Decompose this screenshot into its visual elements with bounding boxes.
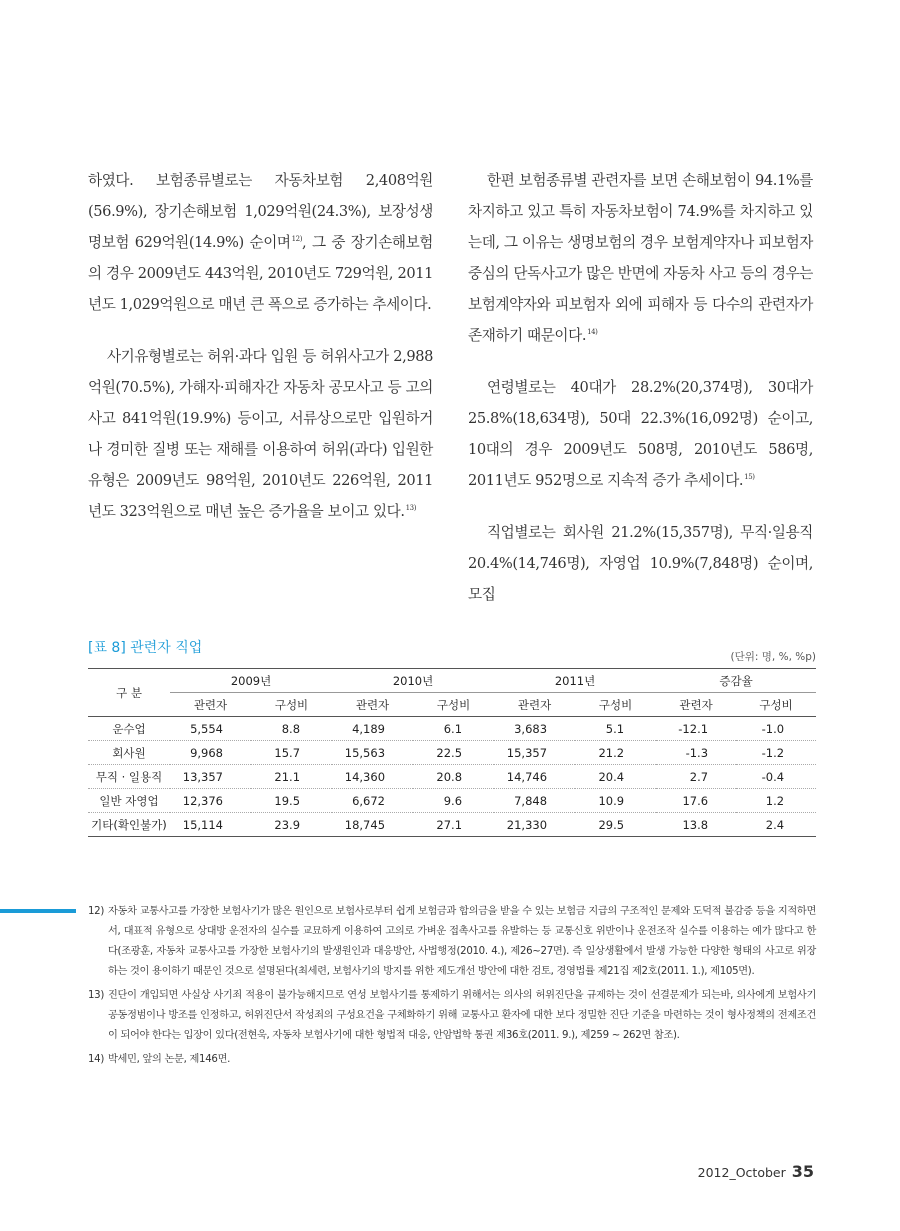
table-cell: 6,672 xyxy=(332,789,413,813)
table-cell: 5,554 xyxy=(170,717,251,741)
table-cell: -12.1 xyxy=(656,717,736,741)
row-label: 일반 자영업 xyxy=(88,789,170,813)
table-cell: 19.5 xyxy=(251,789,332,813)
table-cell: 1.2 xyxy=(736,789,816,813)
table-row xyxy=(88,789,816,813)
left-text-column xyxy=(88,165,433,548)
header-change-rate: 증감율 xyxy=(656,669,816,693)
header-year-2011: 2011년 xyxy=(494,669,656,693)
table-cell: -1.2 xyxy=(736,741,816,765)
table-cell: 17.6 xyxy=(656,789,736,813)
right-paragraph-3-text: 직업별로는 회사원 21.2%(15,357명), 무직·일용직 20.4%(14,746명), 자영업 10.9%(7,848명) 순이며, 모집 xyxy=(468,524,813,603)
footnote-13 xyxy=(88,986,816,1046)
footnote-text: 진단이 개입되면 사실상 사기죄 적용이 불가능해지므로 연성 보험사기를 통제하기 위해서는 의사의 허위진단을 규제하는 것이 선결문제가 되는바, 의사에게 보험사기 공동정범이나 방조를 인정하고, 허위진단서 작성죄의 구성요건을 구체화하기 위해 교통사고 환자에 대한 보다 정밀한 진단 기준을 마련하는 것이 형사정책의 전제조건이 되어야 한다는 입장이 있다(전현욱, 자동차 보험사기에 대한 형법적 대응, 안암법학 통권 제36호(2011. 9.), 제259 ~ 262면 참조). xyxy=(108,990,816,1041)
right-text-column xyxy=(468,165,813,631)
page-number: 35 xyxy=(791,1162,814,1181)
table-cell: 22.5 xyxy=(413,741,494,765)
right-paragraph-2 xyxy=(468,372,813,496)
table-cell: 12,376 xyxy=(170,789,251,813)
footnote-text: 박세민, 앞의 논문, 제146면. xyxy=(108,1054,231,1065)
table-row xyxy=(88,741,816,765)
right-paragraph-1-text: 한편 보험종류별 관련자를 보면 손해보험이 94.1%를 차지하고 있고 특히 자동차보험이 74.9%를 차지하고 있는데, 그 이유는 생명보험의 경우 보험계약자나 피보험자 중심의 단독사고가 많은 반면에 자동차 사고 등의 경우는 보험계약자와 피보험자 외에 피해자 등 다수의 관련자가 존재하기 때문이다. xyxy=(468,172,813,344)
subheader-cell: 관련자 xyxy=(494,693,575,717)
header-year-2009: 2009년 xyxy=(170,669,332,693)
row-label: 회사원 xyxy=(88,741,170,765)
table-cell: 14,746 xyxy=(494,765,575,789)
subheader-cell: 구성비 xyxy=(251,693,332,717)
row-label: 기타(확인불가) xyxy=(88,813,170,837)
table-row xyxy=(88,717,816,741)
table-cell: 14,360 xyxy=(332,765,413,789)
subheader-cell: 구성비 xyxy=(413,693,494,717)
occupation-table xyxy=(88,668,816,837)
table-cell: 9.6 xyxy=(413,789,494,813)
table-cell: 7,848 xyxy=(494,789,575,813)
footnote-number: 13) xyxy=(88,990,105,1001)
table-cell: 4,189 xyxy=(332,717,413,741)
table-cell: 8.8 xyxy=(251,717,332,741)
footnote-ref-12[interactable]: 12) xyxy=(291,235,303,243)
subheader-cell: 구성비 xyxy=(736,693,816,717)
footnote-text: 자동차 교통사고를 가장한 보험사기가 많은 원인으로 보험사로부터 쉽게 보험금과 합의금을 받을 수 있는 보험금 지급의 구조적인 문제와 도덕적 불감증 등을 지적하면서, 대표적 유형으로 상대방 운전자의 실수를 교묘하게 이용하여 고의로 가벼운 접촉사고를 유발하는 등 교통신호 위반이나 운전조작 실수를 이용하는 예가 많다고 한다(조광훈, 자동차 교통사고를 가장한 보험사기의 발생원인과 대응방안, 사법행정(2010. 4.), 제26~27면). 즉 일상생활에서 발생 가능한 다양한 형태의 사고로 위장하는 것이 용이하기 때문인 것으로 설명된다(최세련, 보험사기의 방지를 위한 제도개선 방안에 대한 검토, 경영법률 제21집 제2호(2011. 1.), 제105면). xyxy=(108,906,816,977)
table-cell: 21.2 xyxy=(575,741,656,765)
table-cell: 21,330 xyxy=(494,813,575,837)
table-title: [표 8] 관련자 직업 xyxy=(88,640,203,656)
left-paragraph-1 xyxy=(88,165,433,320)
footnote-ref-14[interactable]: 14) xyxy=(587,328,598,336)
table-cell: 15.7 xyxy=(251,741,332,765)
footnote-ref-13[interactable]: 13) xyxy=(405,504,417,512)
row-label: 무직 · 일용직 xyxy=(88,765,170,789)
right-paragraph-3 xyxy=(468,517,813,610)
subheader-cell: 관련자 xyxy=(170,693,251,717)
table-cell: 3,683 xyxy=(494,717,575,741)
right-paragraph-1 xyxy=(468,165,813,351)
left-paragraph-2-text: 사기유형별로는 허위·과다 입원 등 허위사고가 2,988억원(70.5%), 가해자·피해자간 자동차 공모사고 등 고의사고 841억원(19.9%) 등이고, 서류상으로만 입원하거나 경미한 질병 또는 재해를 이용하여 허위(과다) 입원한 유형은 2009년도 98억원, 2010년도 226억원, 2011년도 323억원으로 매년 높은 증가율을 보이고 있다. xyxy=(88,348,433,520)
table-cell: 13,357 xyxy=(170,765,251,789)
table-cell: -1.3 xyxy=(656,741,736,765)
header-year-2010: 2010년 xyxy=(332,669,494,693)
table-cell: 15,357 xyxy=(494,741,575,765)
table-cell: 20.4 xyxy=(575,765,656,789)
table-unit: (단위: 명, %, %p) xyxy=(730,651,816,663)
table-cell: -0.4 xyxy=(736,765,816,789)
table-cell: 5.1 xyxy=(575,717,656,741)
table-cell: 20.8 xyxy=(413,765,494,789)
issue-label: 2012_October xyxy=(697,1165,786,1180)
page-footer xyxy=(698,1162,814,1181)
footnote-12 xyxy=(88,902,816,982)
table-cell: 27.1 xyxy=(413,813,494,837)
footnote-14 xyxy=(88,1050,816,1070)
footnote-number: 12) xyxy=(88,906,105,917)
table-cell: 2.4 xyxy=(736,813,816,837)
table-cell: 29.5 xyxy=(575,813,656,837)
table-cell: 21.1 xyxy=(251,765,332,789)
table-cell: -1.0 xyxy=(736,717,816,741)
subheader-cell: 관련자 xyxy=(656,693,736,717)
table-cell: 18,745 xyxy=(332,813,413,837)
table-cell: 6.1 xyxy=(413,717,494,741)
table-cell: 15,114 xyxy=(170,813,251,837)
left-paragraph-1-tail: , 그 중 장기손해보험의 경우 2009년도 443억원, 2010년도 729억원, 2011년도 1,029억원으로 매년 큰 폭으로 증가하는 추세이다. xyxy=(88,234,433,313)
footnotes xyxy=(88,902,816,1074)
footnote-accent-bar xyxy=(0,909,76,913)
table-cell: 13.8 xyxy=(656,813,736,837)
header-category: 구 분 xyxy=(88,669,170,717)
table-cell: 23.9 xyxy=(251,813,332,837)
left-paragraph-1-text: 하였다. 보험종류별로는 자동차보험 2,408억원(56.9%), 장기손해보험 1,029억원(24.3%), 보장성생명보험 629억원(14.9%) 순이며 xyxy=(88,172,433,251)
subheader-cell: 구성비 xyxy=(575,693,656,717)
subheader-cell: 관련자 xyxy=(332,693,413,717)
table-cell: 10.9 xyxy=(575,789,656,813)
row-label: 운수업 xyxy=(88,717,170,741)
table-cell: 9,968 xyxy=(170,741,251,765)
table-row xyxy=(88,765,816,789)
right-paragraph-2-text: 연령별로는 40대가 28.2%(20,374명), 30대가 25.8%(18,634명), 50대 22.3%(16,092명) 순이고, 10대의 경우 2009년도 508명, 2010년도 586명, 2011년도 952명으로 지속적 증가 추세이다. xyxy=(468,379,813,489)
table-cell: 2.7 xyxy=(656,765,736,789)
footnote-ref-15[interactable]: 15) xyxy=(744,473,755,481)
table-row xyxy=(88,813,816,837)
footnote-number: 14) xyxy=(88,1054,105,1065)
left-paragraph-2 xyxy=(88,341,433,527)
table-cell: 15,563 xyxy=(332,741,413,765)
